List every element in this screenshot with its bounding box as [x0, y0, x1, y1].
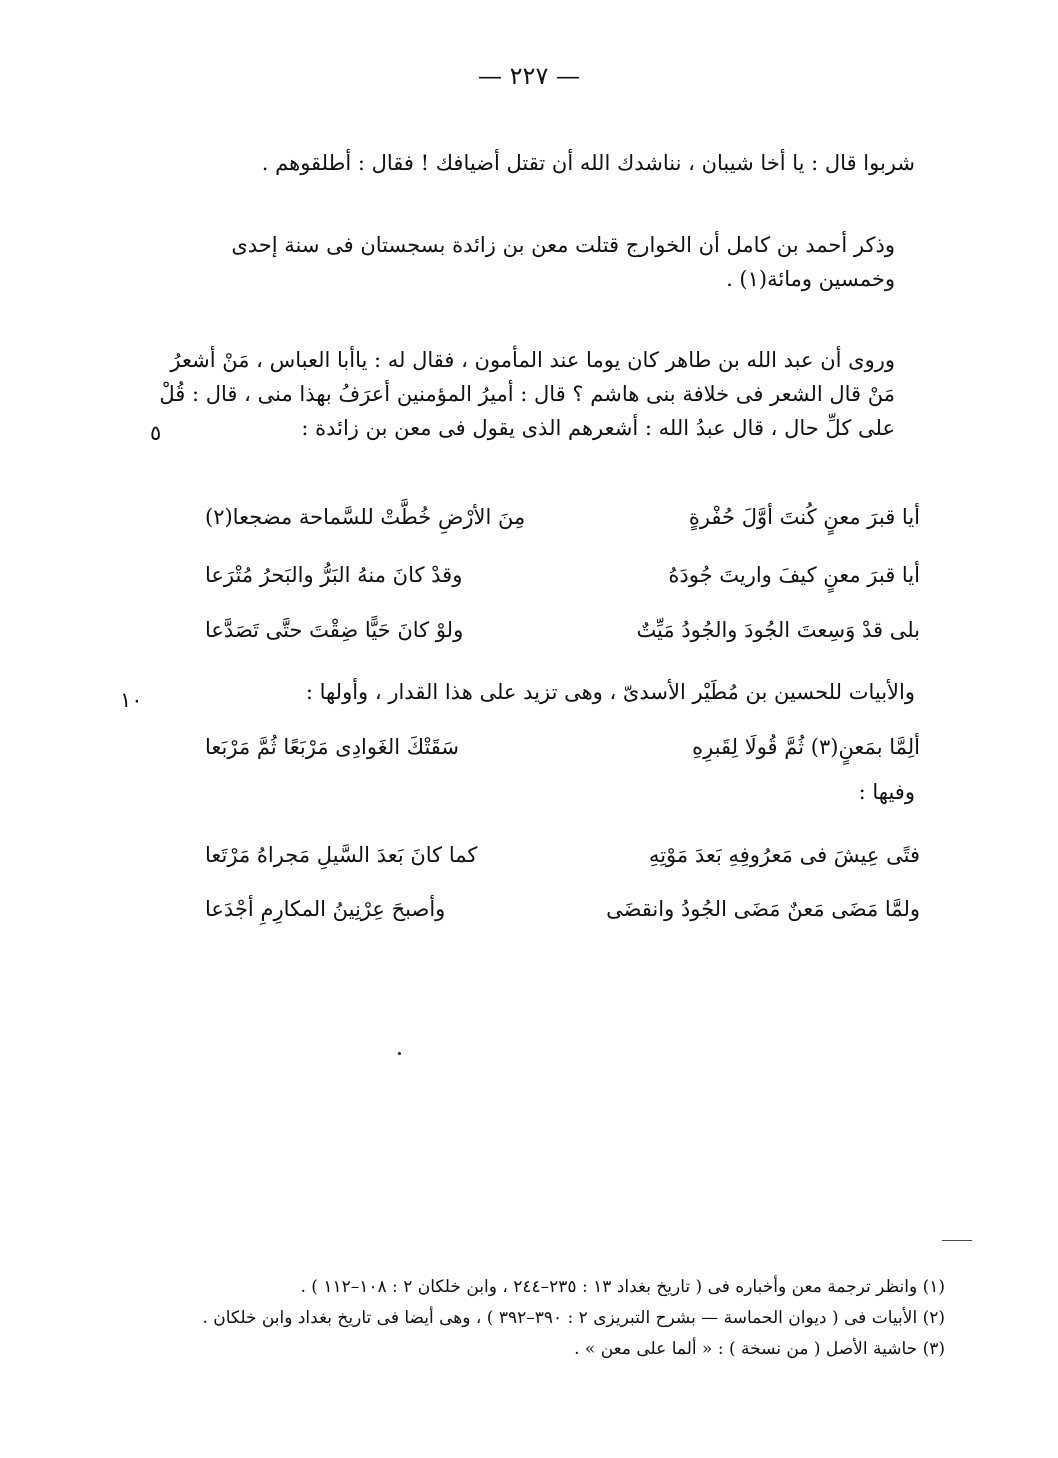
verse-line — [205, 500, 920, 534]
footnote-2: (٢) الأبيات فى ( ديوان الحماسة — بشرح التبريزى ٢ : ٣٩٠–٣٩٢ ) ، وهى أيضا فى تاريخ بغداد وابن خلكان . — [202, 1308, 945, 1328]
paragraph-1-text: شربوا قال : يا أخا شيبان ، نناشدك الله أن تقتل أضيافك ! فقال : أطلقوهم . — [261, 151, 915, 175]
paragraph-1 — [150, 146, 915, 180]
paragraph-4-text: والأبيات للحسين بن مُطَيْر الأسدىّ ، وهى تزيد على هذا القدار ، وأولها : — [305, 680, 915, 704]
verse-hemistich-second: كما كانَ بَعدَ السَّيلِ مَجراهُ مَرْتَعا — [205, 843, 478, 867]
verse-line — [205, 730, 920, 764]
verse-hemistich-second: مِنَ الأرْضِ خُطَّتْ للسَّماحة مضجعا(٢) — [205, 505, 526, 529]
footnote-3: (٣) حاشية الأصل ( من نسخة ) : « ألما على معن » . — [574, 1339, 945, 1359]
line-number-5: ٥ — [150, 421, 162, 445]
footnote-rule — [942, 1240, 972, 1241]
paragraph-5-text: وفيها : — [858, 780, 915, 804]
verse-hemistich-second: سَقَتْكَ الغَوادِى مَرْبَعًا ثُمَّ مَرْبَعا — [205, 735, 460, 759]
verse-hemistich-first: ألِمَّا بمَعنٍ(٣) ثُمَّ قُولَا لِقَبرِهِ — [692, 735, 920, 759]
page-number: — ٢٢٧ — — [478, 62, 580, 90]
verse-hemistich-second: وقدْ كانَ منهُ البَرُّ والبَحرُ مُتْرَعا — [205, 563, 463, 587]
verse-hemistich-second: ولوْ كانَ حَيًّا ضِقْتَ حتَّى تَصَدَّعا — [205, 618, 464, 642]
stray-mark — [398, 1052, 401, 1055]
footnote-1: (١) وانظر ترجمة معن وأخباره فى ( تاريخ بغداد ١٣ : ٢٣٥–٢٤٤ ، وابن خلكان ٢ : ١٠٨–١١٢ ) . — [300, 1277, 945, 1297]
verse-hemistich-first: أيا قبرَ معنٍ كيفَ واريتَ جُودَهُ — [668, 563, 920, 587]
verse-line — [205, 613, 920, 647]
line-number-10: ١٠ — [120, 688, 143, 712]
paragraph-2 — [150, 228, 915, 296]
verse-hemistich-first: بلى قدْ وَسِعتَ الجُودَ والجُودُ مَيِّتٌ — [636, 618, 920, 642]
verse-hemistich-first: أيا قبرَ معنٍ كُنتَ أوَّلَ حُفْرةٍ — [688, 505, 920, 529]
paragraph-3-text: وروى أن عبد الله بن طاهر كان يوما عند المأمون ، فقال له : ياأبا العباس ، مَنْ أشعرُ مَنْ قال الشعر فى خلافة بنى هاشم ؟ قال : أميرُ المؤمنين أعرَفُ بهذا منى ، قال : قُلْ على كلِّ حال ، قال عبدُ الله : أشعرهم الذى يقول فى معن بن زائدة : — [159, 348, 895, 440]
paragraph-5 — [150, 775, 915, 809]
footnotes — [185, 1272, 945, 1365]
verse-hemistich-first: فتًى عِيشَ فى مَعرُوفِهِ بَعدَ مَوْتِهِ — [648, 843, 920, 867]
paragraph-2-text: وذكر أحمد بن كامل أن الخوارج قتلت معن بن زائدة بسجستان فى سنة إحدى وخمسين ومائة(١) . — [231, 233, 895, 291]
verse-hemistich-second: وأصبحَ عِرْنِينُ المكارِمِ أجْدَعا — [205, 897, 446, 921]
paragraph-3 — [150, 343, 915, 445]
verse-line — [205, 892, 920, 926]
paragraph-4 — [150, 675, 915, 709]
verse-line — [205, 558, 920, 592]
verse-hemistich-first: ولمَّا مَضَى مَعنٌ مَضَى الجُودُ وانقضَى — [606, 897, 920, 921]
verse-line — [205, 838, 920, 872]
